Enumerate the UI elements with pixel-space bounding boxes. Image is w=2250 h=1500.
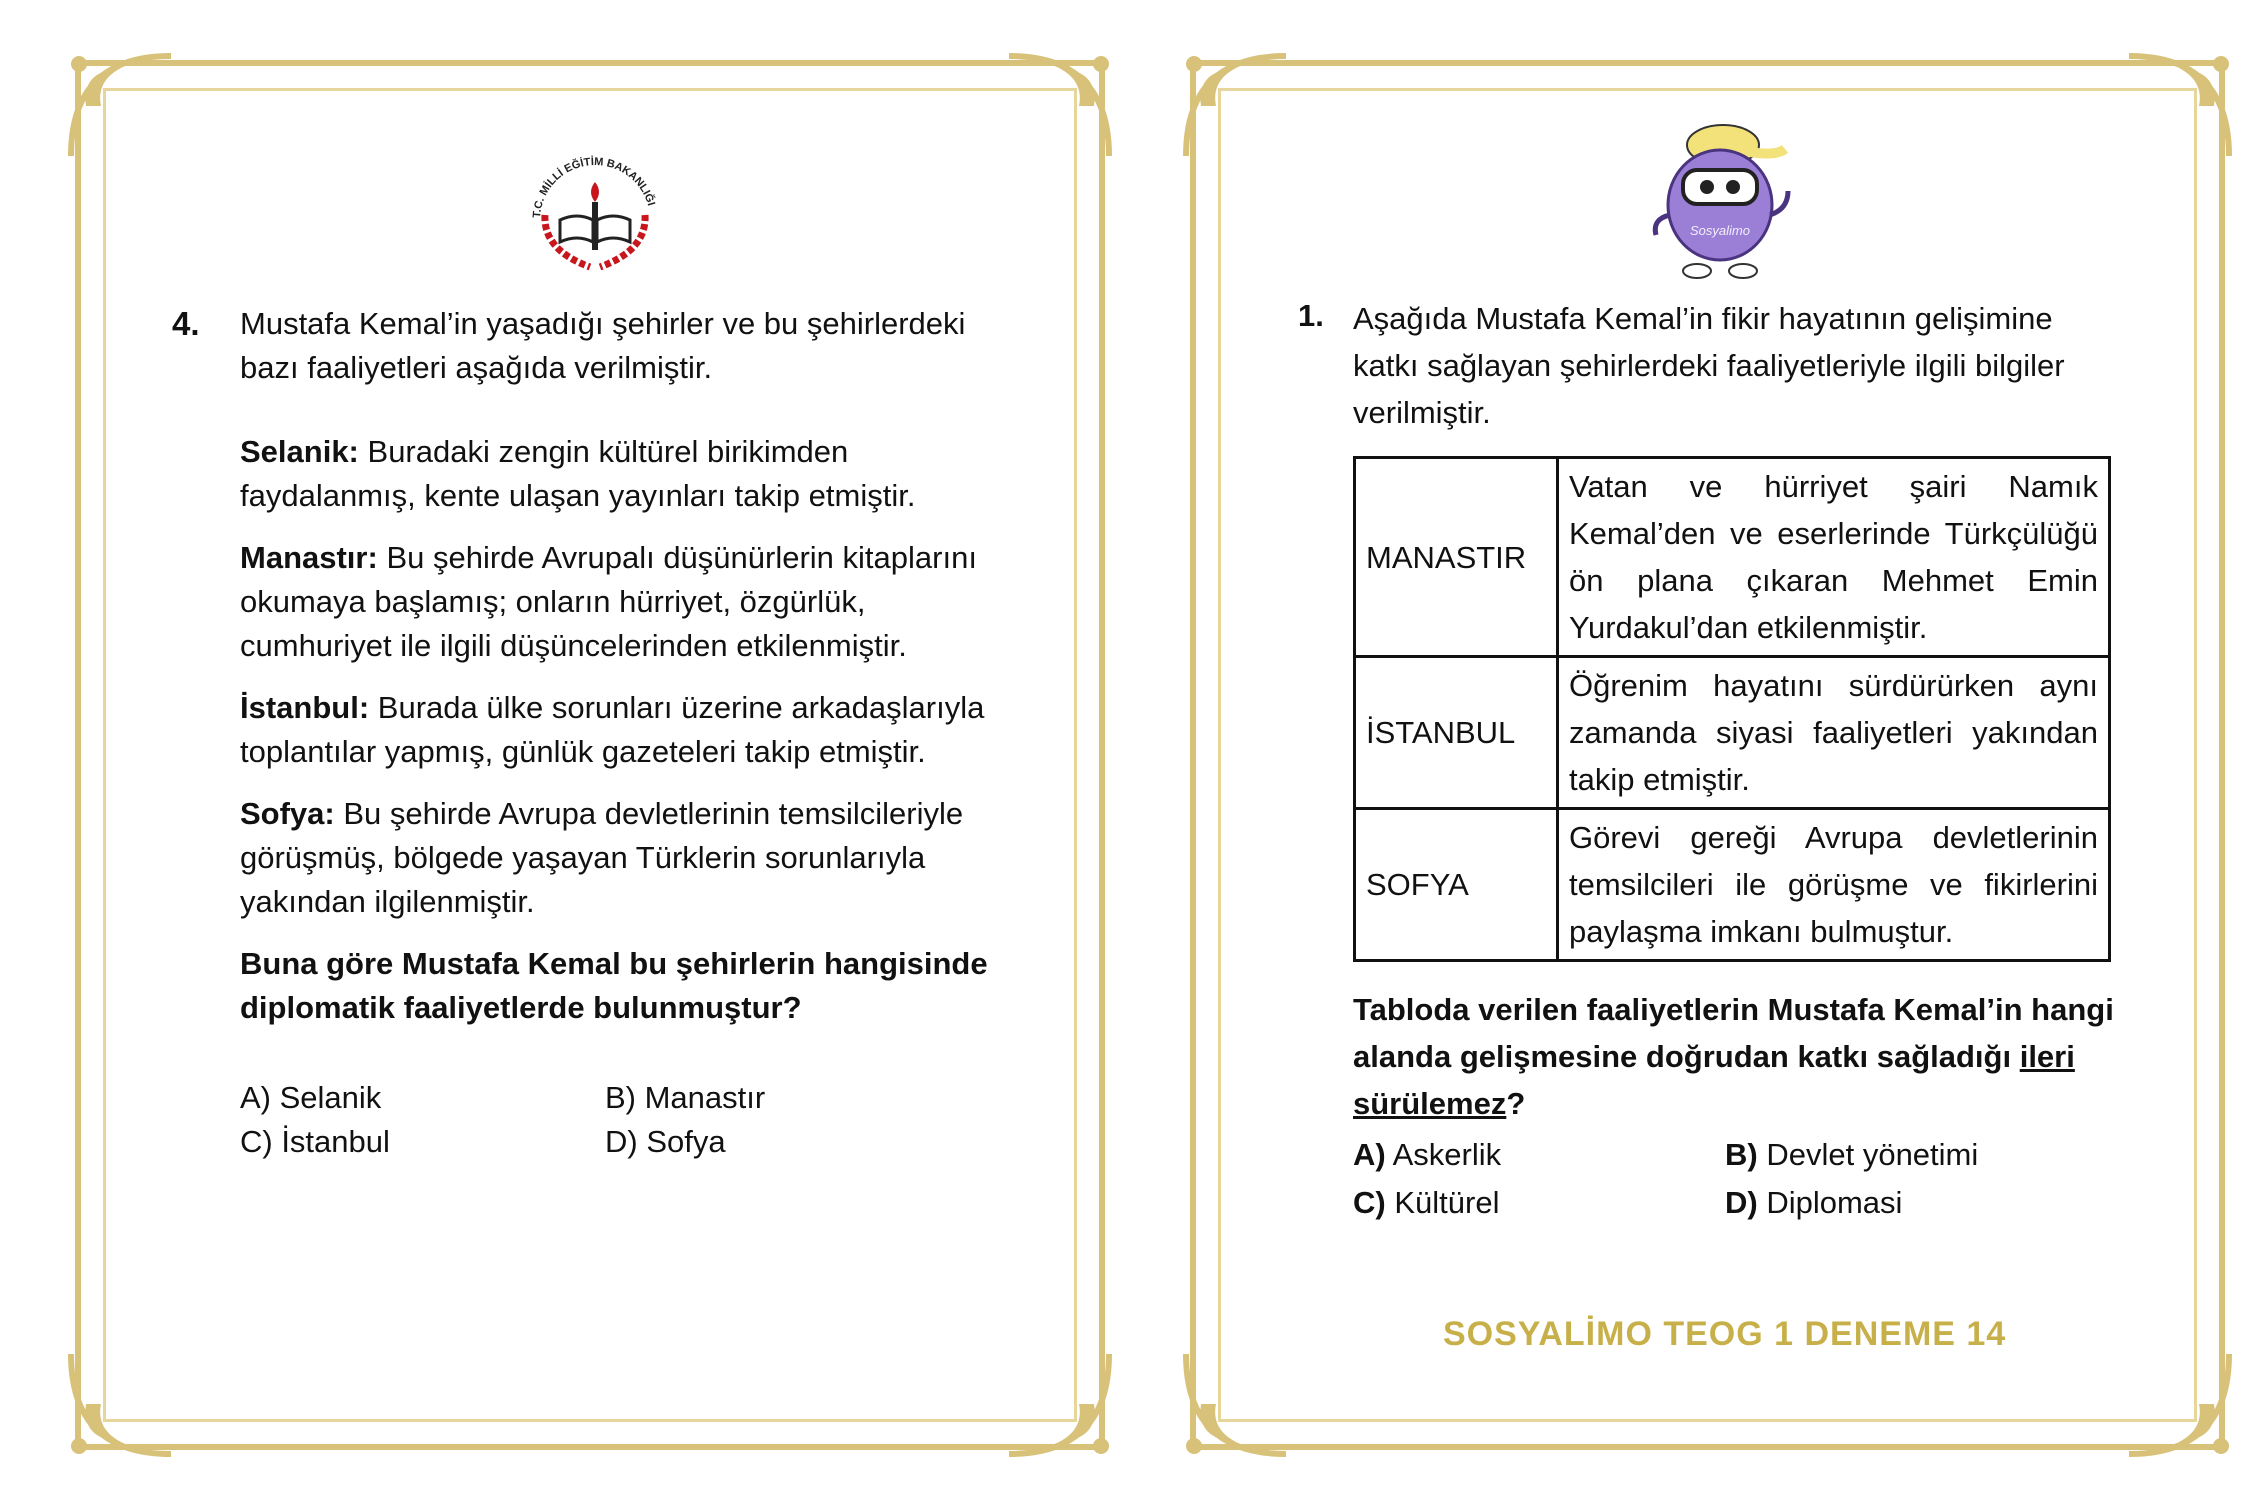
city-activities-table xyxy=(1353,456,2111,962)
option-letter: C) xyxy=(1353,1185,1386,1220)
option-letter: D) xyxy=(1725,1185,1758,1220)
question-stem-underlined: ileri sürülemez xyxy=(1353,1039,2075,1121)
question-number: 4. xyxy=(172,305,200,342)
table-cell-city: İSTANBUL xyxy=(1355,657,1558,809)
question-stem: Buna göre Mustafa Kemal bu şehirlerin hangisinde diplomatik faaliyetlerde bulunmuştur? xyxy=(240,946,988,1025)
corner-ornament-icon xyxy=(2119,1344,2239,1464)
right-question-card xyxy=(1190,60,2225,1450)
city-text: Bu şehirde Avrupa devletlerinin temsilcileriyle görüşmüş, bölgede yaşayan Türklerin sorunlarıyla yakından ilgilenmiştir. xyxy=(240,796,964,919)
answer-options xyxy=(240,1076,1005,1172)
corner-ornament-icon xyxy=(2119,46,2239,166)
option-b[interactable] xyxy=(1725,1131,1978,1178)
option-text: Kültürel xyxy=(1394,1185,1500,1220)
option-c[interactable]: C) İstanbul xyxy=(240,1124,390,1159)
city-name: Manastır: xyxy=(240,540,378,575)
option-text: Devlet yönetimi xyxy=(1766,1137,1979,1172)
city-item-istanbul xyxy=(240,686,1005,774)
option-a[interactable] xyxy=(1353,1131,1501,1178)
logo-text: T.C. MİLLİ EĞİTİM BAKANLIĞI xyxy=(530,155,657,219)
question-stem-start: Tabloda verilen faaliyetlerin Mustafa Kemal’in hangi alanda gelişmesine doğrudan katkı sağladığı xyxy=(1353,992,2114,1074)
option-a[interactable]: A) Selanik xyxy=(240,1080,382,1115)
left-question-card xyxy=(75,60,1105,1450)
answer-options xyxy=(1353,1131,2120,1227)
city-text: Buradaki zengin kültürel birikimden faydalanmış, kente ulaşan yayınları takip etmiştir. xyxy=(240,434,916,513)
table-row xyxy=(1355,657,2110,809)
option-d[interactable] xyxy=(1725,1179,1902,1226)
city-item-selanik xyxy=(240,430,1005,518)
option-letter: A) xyxy=(1353,1137,1386,1172)
option-letter: B) xyxy=(1725,1137,1758,1172)
mascot-label: Sosyalimo xyxy=(1690,223,1750,238)
option-c[interactable] xyxy=(1353,1179,1499,1226)
city-text: Bu şehirde Avrupalı düşünürlerin kitaplarını okumaya başlamış; onların hürriyet, özgürlük, cumhuriyet ile ilgili düşüncelerinden etkilenmiştir. xyxy=(240,540,977,663)
corner-ornament-icon xyxy=(999,46,1119,166)
footer-title: SOSYALİMO TEOG 1 DENEME 14 xyxy=(1443,1315,2007,1353)
table-cell-text: Görevi gereği Avrupa devletlerinin temsilcileri ile görüşme ve fikirlerini paylaşma imkanı bulmuştur. xyxy=(1558,809,2110,961)
question-intro: Aşağıda Mustafa Kemal’in fikir hayatının gelişimine katkı sağlayan şehirlerdeki faaliyetleriyle ilgili bilgiler verilmiştir. xyxy=(1353,301,2065,430)
question-intro: Mustafa Kemal’in yaşadığı şehirler ve bu şehirlerdeki bazı faaliyetleri aşağıda verilmiştir. xyxy=(240,306,966,385)
sosyalimo-mascot-icon xyxy=(1645,115,1795,285)
city-item-manastir xyxy=(240,536,1005,668)
city-text: Burada ülke sorunları üzerine arkadaşlarıyla toplantılar yapmış, günlük gazeteleri takip etmiştir. xyxy=(240,690,985,769)
corner-ornament-icon xyxy=(61,46,181,166)
corner-ornament-icon xyxy=(1176,1344,1296,1464)
meb-logo xyxy=(515,130,675,280)
option-d[interactable]: D) Sofya xyxy=(605,1124,726,1159)
city-item-sofya xyxy=(240,792,1005,924)
city-name: Sofya: xyxy=(240,796,335,831)
table-row xyxy=(1355,809,2110,961)
option-text: Diplomasi xyxy=(1766,1185,1903,1220)
city-name: İstanbul: xyxy=(240,690,370,725)
table-cell-text: Vatan ve hürriyet şairi Namık Kemal’den ve eserlerinde Türkçülüğü ön plana çıkaran Mehmet Emin Yurdakul’dan etkilenmiştir. xyxy=(1558,458,2110,657)
question-stem xyxy=(1353,986,2120,1127)
option-b[interactable]: B) Manastır xyxy=(605,1080,766,1115)
table-cell-city: SOFYA xyxy=(1355,809,1558,961)
table-row xyxy=(1355,458,2110,657)
corner-ornament-icon xyxy=(61,1344,181,1464)
corner-ornament-icon xyxy=(1176,46,1296,166)
option-text: Askerlik xyxy=(1392,1137,1502,1172)
city-name: Selanik: xyxy=(240,434,359,469)
corner-ornament-icon xyxy=(999,1344,1119,1464)
question-stem-end: ? xyxy=(1506,1086,1526,1121)
question-number: 1. xyxy=(1298,298,1324,333)
table-cell-city: MANASTIR xyxy=(1355,458,1558,657)
table-cell-text: Öğrenim hayatını sürdürürken aynı zamanda siyasi faaliyetleri yakından takip etmiştir. xyxy=(1558,657,2110,809)
